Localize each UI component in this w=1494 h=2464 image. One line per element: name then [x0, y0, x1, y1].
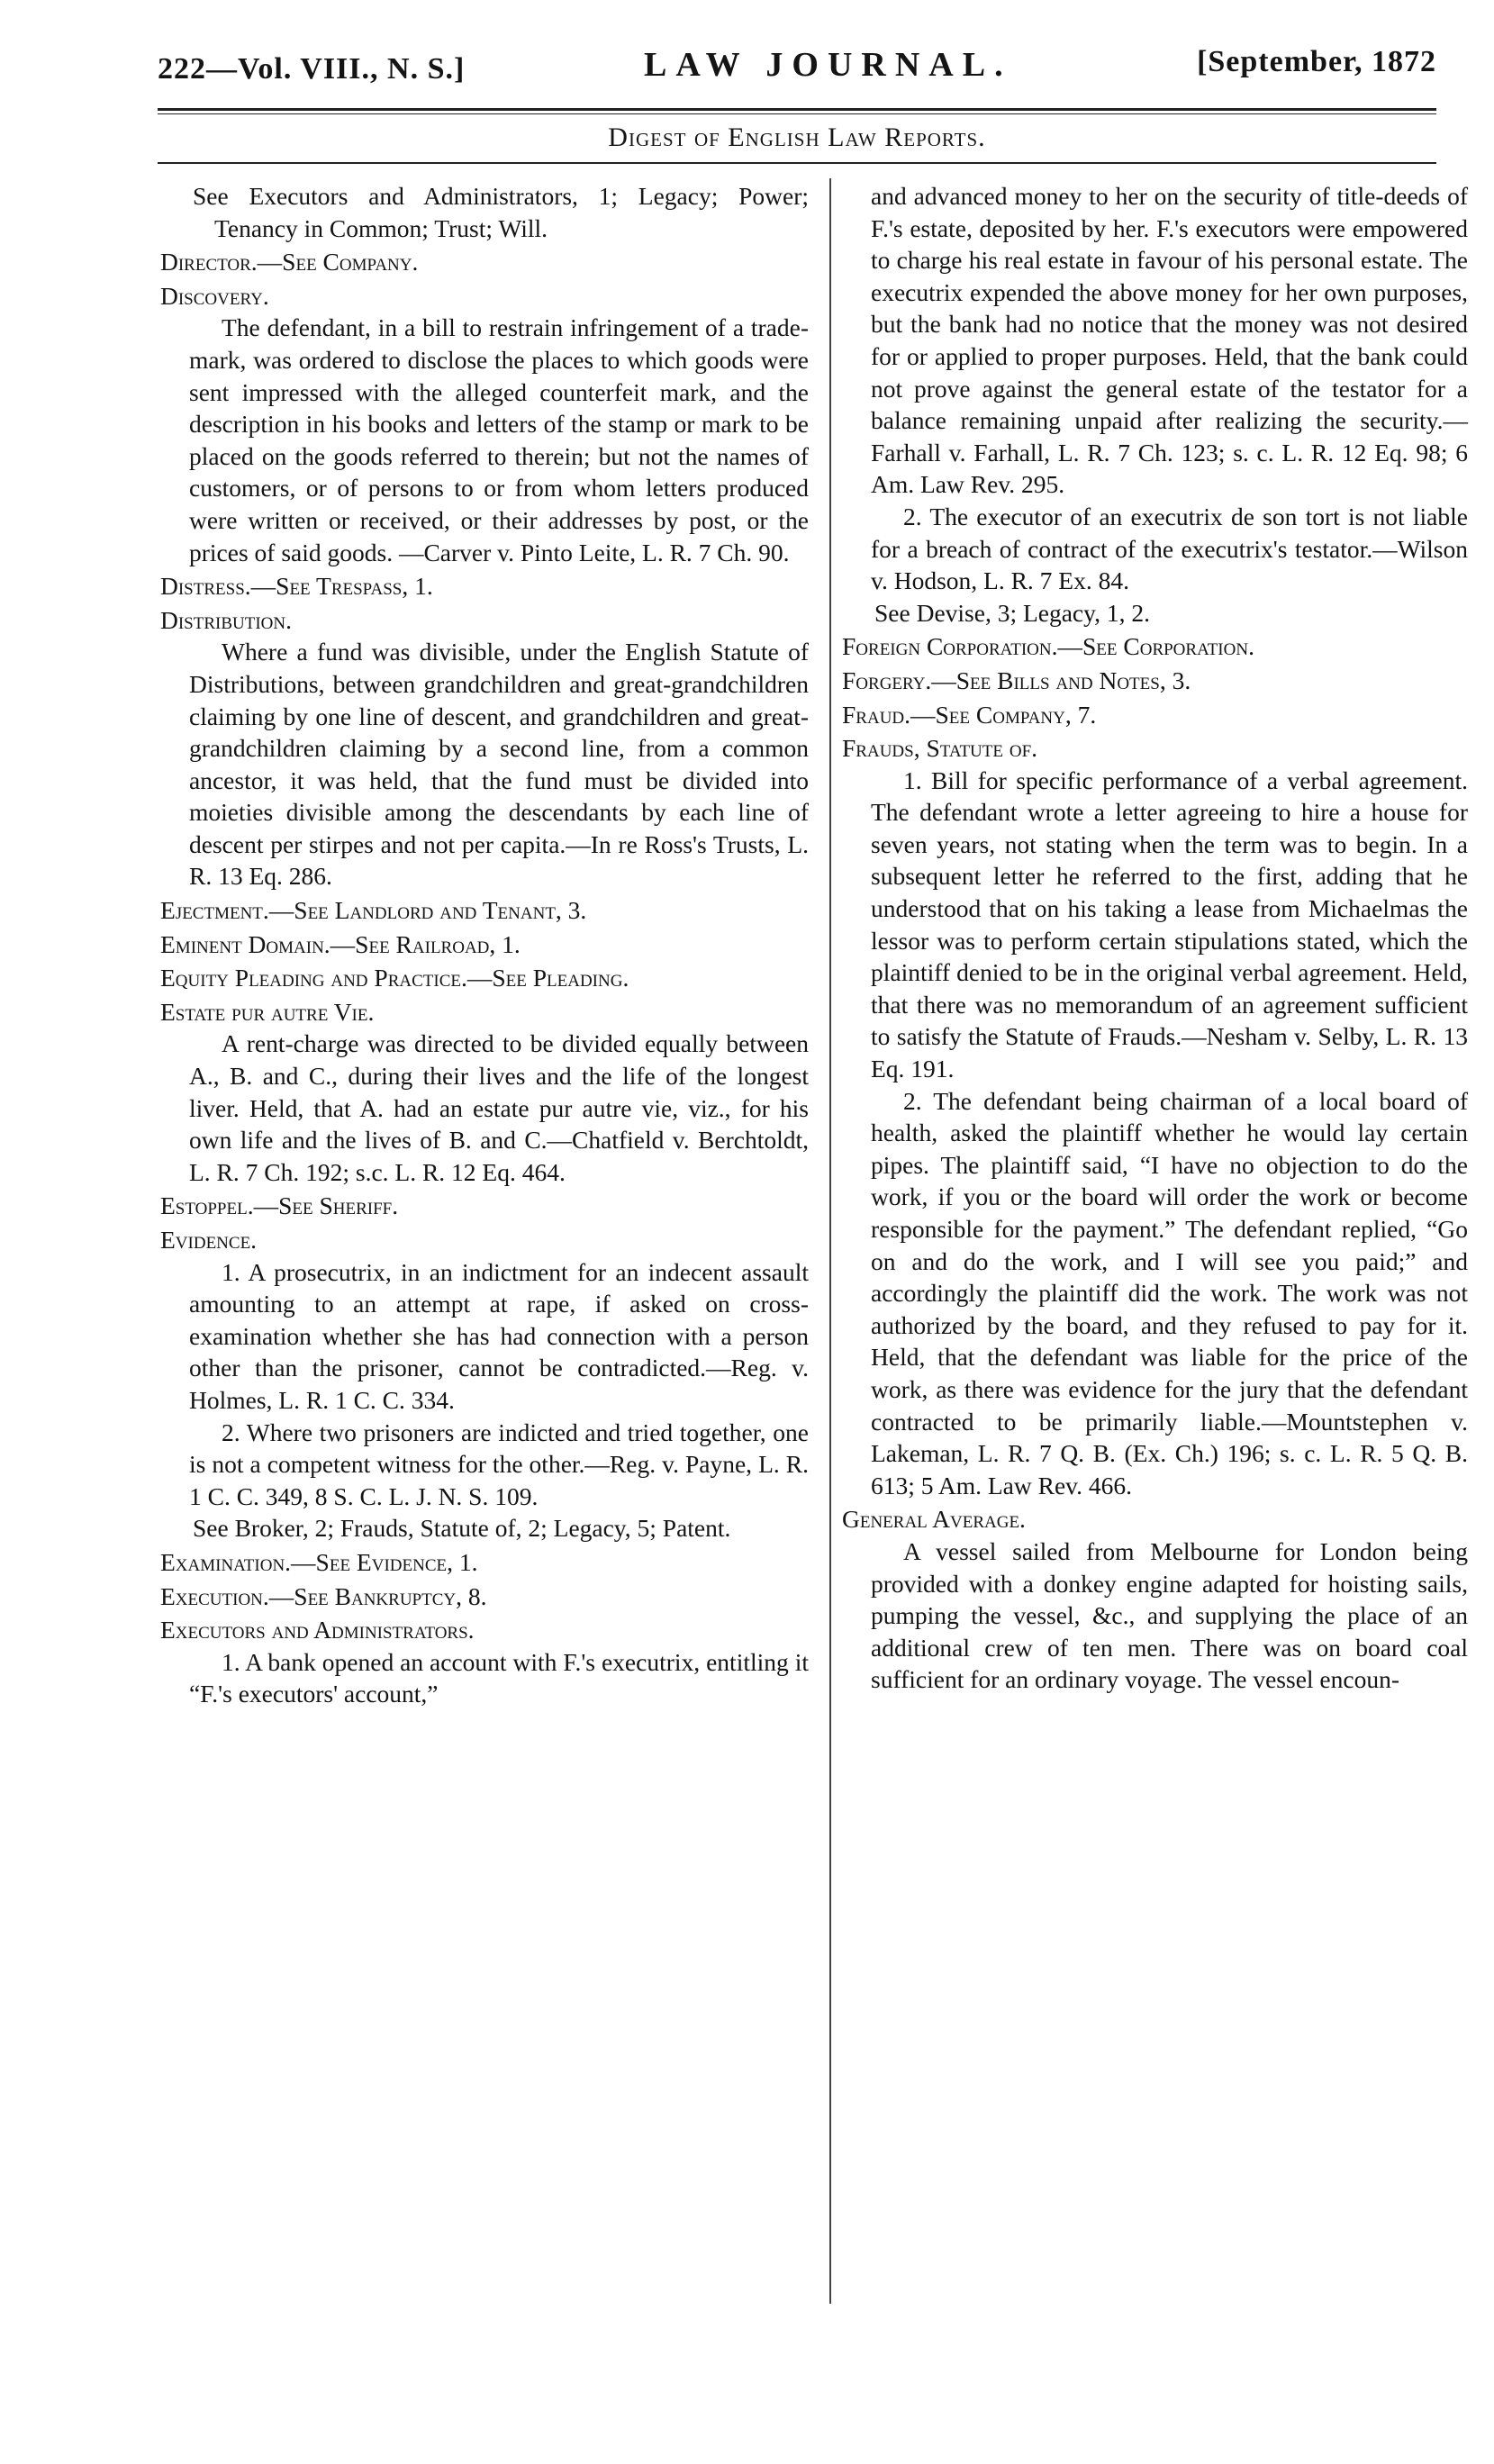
digest-heading: Discovery.	[160, 281, 269, 310]
digest-heading: Executors and Administrators.	[160, 1616, 475, 1644]
header-journal-title: LAW JOURNAL.	[644, 46, 1012, 84]
right-column	[842, 180, 1468, 1696]
digest-paragraph: 1. A bank opened an account with F.'s executrix, entitling it “F.'s executors' account,”	[189, 1647, 809, 1708]
digest-paragraph: 1. A prosecutrix, in an indictment for an indecent assault amounting to an attempt at rape, if asked on cross-examination whether she has had connection with a person other than the prisoner, cannot be contradicted.—Reg. v. Holmes, L. R. 1 C. C. 334.	[189, 1257, 809, 1414]
header-rule-thin	[158, 113, 1436, 114]
header-date: [September, 1872	[1197, 45, 1436, 78]
digest-paragraph: and advanced money to her on the security of title-deeds of F.'s estate, deposited by her. F.'s executors were empowered to charge his real estate in favour of his personal estate. The executrix expended the above money for her own purposes, but the bank had no notice that the money was not desired for or applied to proper purposes. Held, that the bank could not prove against the general estate of the testator for a balance remaining unpaid after realizing the security.—Farhall v. Farhall, L. R. 7 Ch. 123; s. c. L. R. 12 Eq. 98; 6 Am. Law Rev. 295.	[871, 182, 1468, 499]
left-column	[160, 180, 809, 1710]
cross-reference: See Executors and Administrators, 1; Legacy; Power; Tenancy in Common; Trust; Will.	[193, 182, 809, 242]
digest-heading: Foreign Corporation.—See Corporation.	[842, 632, 1254, 661]
digest-paragraph: A vessel sailed from Melbourne for London being provided with a donkey engine adapted for hoisting sails, pumping the vessel, &c., and supplying the place of an additional crew of ten men. There was on board coal sufficient for an ordinary voyage. The vessel encoun-	[871, 1536, 1468, 1694]
digest-paragraph: A rent-charge was directed to be divided equally between A., B. and C., during their lives and the life of the longest liver. Held, that A. had an estate pur autre vie, viz., for his own life and the lives of B. and C.—Chatfield v. Berchtoldt, L. R. 7 Ch. 192; s.c. L. R. 12 Eq. 464.	[189, 1029, 809, 1186]
cross-reference: See Devise, 3; Legacy, 1, 2.	[874, 598, 1150, 627]
digest-heading: Distress.—See Trespass, 1.	[160, 572, 433, 601]
digest-paragraph: The defendant, in a bill to restrain infringement of a trade-mark, was ordered to disclose the places to which goods were sent impressed with the alleged counterfeit mark, and the description in his books and letters of the stamp or mark to be placed on the goods referred to therein; but not the names of customers, or of persons to or from whom letters produced were written or received, or their addresses by post, or the prices of said goods. —Carver v. Pinto Leite, L. R. 7 Ch. 90.	[189, 313, 809, 566]
digest-heading: Eminent Domain.—See Railroad, 1.	[160, 929, 521, 958]
section-title: Digest of English Law Reports.	[608, 122, 986, 152]
header-volume: 222—Vol. VIII., N. S.]	[158, 52, 466, 86]
digest-heading: Forgery.—See Bills and Notes, 3.	[842, 666, 1191, 694]
cross-reference: See Broker, 2; Frauds, Statute of, 2; Legacy, 5; Patent.	[193, 1514, 731, 1543]
digest-paragraph: Where a fund was divisible, under the English Statute of Distributions, between grandchildren and great-grandchildren claiming by one line of descent, and grandchildren and great-grandchildren claiming by a second line, from a common ancestor, it was held, that the fund must be divided into moieties divisible among the descendants by each line of descent per stirpes and not per capita.—In re Ross's Trusts, L. R. 13 Eq. 286.	[189, 638, 809, 891]
digest-heading: Execution.—See Bankruptcy, 8.	[160, 1581, 487, 1610]
digest-paragraph: 1. Bill for specific performance of a verbal agreement. The defendant wrote a letter agreeing to hire a house for seven years, not stating when the term was to begin. In a subsequent letter he referred to the first, adding that he understood that on his taking a lease from Michaelmas the lessor was to perform certain stipulations stated, which the plaintiff denied to be in the original verbal agreement. Held, that there was no memorandum of an agreement sufficient to satisfy the Statute of Frauds.—Nesham v. Selby, L. R. 13 Eq. 191.	[871, 765, 1468, 1083]
digest-heading: Frauds, Statute of.	[842, 734, 1038, 763]
digest-paragraph: 2. Where two prisoners are indicted and tried together, one is not a competent witness for the other.—Reg. v. Payne, L. R. 1 C. C. 349, 8 S. C. L. J. N. S. 109.	[189, 1418, 809, 1510]
digest-paragraph: 2. The executor of an executrix de son tort is not liable for a breach of contract of the executrix's testator.—Wilson v. Hodson, L. R. 7 Ex. 84.	[871, 502, 1468, 595]
digest-heading: Estoppel.—See Sheriff.	[160, 1191, 399, 1220]
running-header	[158, 45, 1436, 99]
digest-paragraph: 2. The defendant being chairman of a local board of health, asked the plaintiff whether he would lay certain pipes. The plaintiff said, “I have no objection to do the work, if you or the board will order the work or become responsible for the payment.” The defendant replied, “Go on and do the work, and I will see you paid;” and accordingly the plaintiff did the work. The work was not authorized by the board, and they refused to pay for it. Held, that the defendant was liable for the price of the work, as there was evidence for the jury that the defendant contracted to be primarily liable.—Mountstephen v. Lakeman, L. R. 7 Q. B. (Ex. Ch.) 196; s. c. L. R. 5 Q. B. 613; 5 Am. Law Rev. 466.	[871, 1086, 1468, 1499]
digest-heading: Equity Pleading and Practice.—See Pleading.	[160, 964, 629, 992]
digest-heading: Distribution.	[160, 605, 293, 634]
digest-heading: General Average.	[842, 1505, 1026, 1534]
digest-heading: Evidence.	[160, 1226, 258, 1254]
digest-heading: Fraud.—See Company, 7.	[842, 700, 1097, 729]
section-rule	[158, 162, 1436, 164]
digest-heading: Estate pur autre Vie.	[160, 997, 375, 1026]
digest-heading: Director.—See Company.	[160, 248, 419, 276]
column-divider	[829, 178, 831, 2304]
digest-heading: Ejectment.—See Landlord and Tenant, 3.	[160, 896, 587, 925]
digest-heading: Examination.—See Evidence, 1.	[160, 1547, 478, 1576]
header-rule-thick	[158, 108, 1436, 111]
